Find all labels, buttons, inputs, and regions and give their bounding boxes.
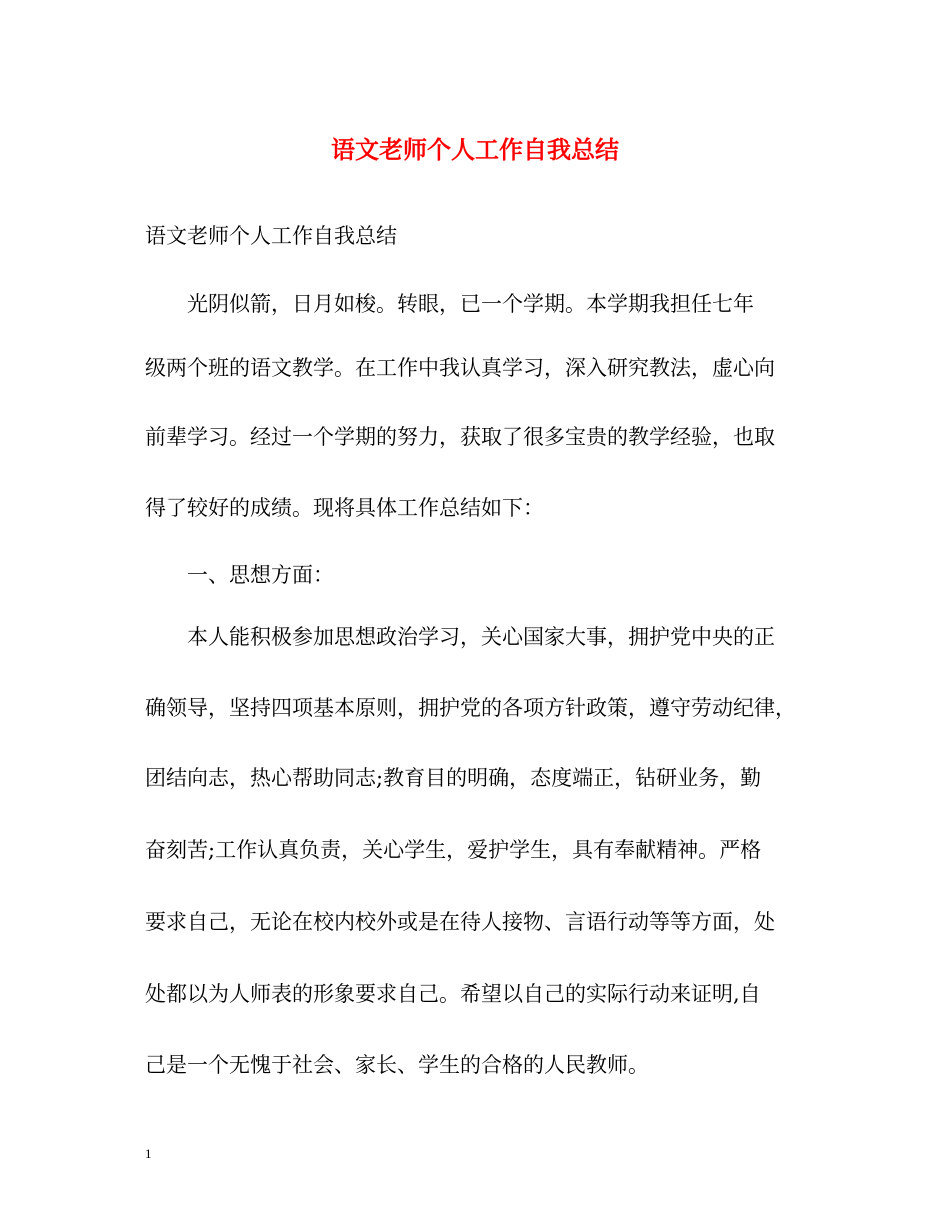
document-subtitle: 语文老师个人工作自我总结 bbox=[145, 224, 397, 248]
paragraph-line: 级两个班的语文教学。在工作中我认真学习，深入研究教法，虚心向 bbox=[145, 356, 775, 380]
paragraph-line: 确领导，坚持四项基本原则，拥护党的各项方针政策，遵守劳动纪律， bbox=[145, 696, 796, 720]
section-heading: 一、思想方面： bbox=[145, 563, 334, 587]
document-title: 语文老师个人工作自我总结 bbox=[331, 135, 619, 164]
paragraph-line: 己是一个无愧于社会、家长、学生的合格的人民教师。 bbox=[145, 1053, 649, 1077]
paragraph-line: 得了较好的成绩。现将具体工作总结如下： bbox=[145, 496, 544, 520]
paragraph-line: 本人能积极参加思想政治学习，关心国家大事，拥护党中央的正 bbox=[145, 625, 775, 649]
page-number: 1 bbox=[145, 1146, 152, 1161]
paragraph-line: 处都以为人师表的形象要求自己。希望以自己的实际行动来证明,自 bbox=[145, 982, 761, 1006]
paragraph-line: 团结向志，热心帮助同志;教育目的明确，态度端正，钻研业务，勤 bbox=[145, 766, 762, 790]
paragraph-line: 奋刻苦;工作认真负责，关心学生，爱护学生，具有奉献精神。严格 bbox=[145, 838, 762, 862]
paragraph-line: 要求自己，无论在校内校外或是在待人接物、言语行动等等方面，处 bbox=[145, 910, 775, 934]
paragraph-line: 前辈学习。经过一个学期的努力，获取了很多宝贵的教学经验，也取 bbox=[145, 425, 775, 449]
paragraph-line: 光阴似箭，日月如梭。转眼，已一个学期。本学期我担任七年 bbox=[145, 292, 754, 316]
